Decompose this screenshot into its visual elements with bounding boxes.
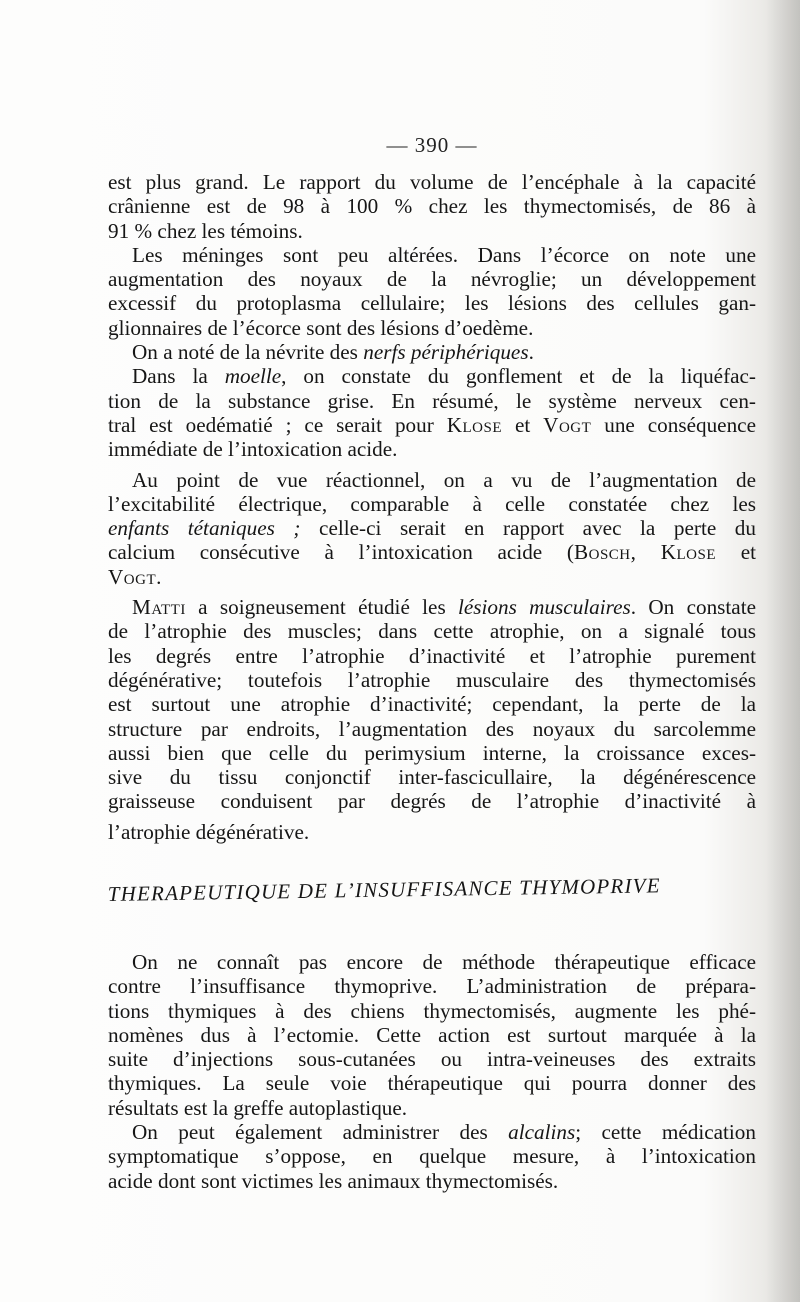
page-edge-shadow xyxy=(766,0,800,1302)
text-line: symptomatique s’oppose, en quelque mesure, à l’intoxication xyxy=(108,1144,756,1169)
text-line xyxy=(108,340,756,364)
text-line: glionnaires de l’écorce sont des lésions d’oedème. xyxy=(108,315,534,340)
author-name: Klose xyxy=(446,412,503,437)
text-line: immédiate de l’intoxication acide. xyxy=(108,437,398,462)
text-line: l’excitabilité électrique, comparable à celle constatée chez les xyxy=(108,491,756,516)
italic-term: nerfs périphériques xyxy=(363,340,529,365)
text-line: crânienne est de 98 à 100 % chez les thymectomisés, de 86 à xyxy=(108,194,756,219)
author-name: Matti xyxy=(132,595,186,620)
italic-term: enfants tétaniques ; xyxy=(108,516,301,541)
author-name: Klose xyxy=(660,540,716,565)
text-line xyxy=(108,1120,756,1144)
text-line: Au point de vue réactionnel, on a vu de l’augmentation de xyxy=(132,467,756,492)
italic-term: moelle xyxy=(224,364,282,389)
author-name: Vogt xyxy=(108,564,157,589)
text-run: ; cette médication xyxy=(575,1120,756,1145)
text-line xyxy=(108,516,756,540)
text-line: nomènes dus à l’ectomie. Cette action est surtout marquée à la xyxy=(108,1022,756,1047)
text-run: a soigneusement étudié les xyxy=(185,595,458,620)
text-run: et xyxy=(502,412,544,437)
text-line: thymiques. La seule voie thérapeutique qui pourra donner des xyxy=(108,1071,756,1096)
author-name: Bosch xyxy=(574,540,631,565)
text-line: augmentation des noyaux de la névroglie; un développement xyxy=(108,267,756,292)
text-run: tral est oedématié ; ce serait pour xyxy=(108,412,447,437)
text-line: est plus grand. Le rapport du volume de l’encéphale à la capacité xyxy=(108,170,756,194)
section-heading: THERAPEUTIQUE DE L’INSUFFISANCE THYMOPRIVE xyxy=(107,873,661,907)
text-line: structure par endroits, l’augmentation des noyaux du sarcolemme xyxy=(108,716,756,741)
text-line: excessif du protoplasma cellulaire; les lésions des cellules gan- xyxy=(108,291,756,316)
text-run: . On constate xyxy=(630,595,756,620)
text-line: On ne connaît pas encore de méthode thérapeutique efficace xyxy=(132,950,756,974)
text-line: dégénérative; toutefois l’atrophie musculaire des thymectomisés xyxy=(108,667,756,692)
italic-term: alcalins xyxy=(508,1120,576,1145)
text-line: suite d’injections sous-cutanées ou intra-veineuses des extraits xyxy=(108,1047,756,1072)
text-line xyxy=(108,565,756,589)
text-run: , xyxy=(630,540,661,565)
text-run: On a noté de la névrite des xyxy=(132,340,364,365)
text-line: graisseuse conduisent par degrés de l’atrophie d’inactivité à xyxy=(108,789,756,814)
text-run: On peut également administrer des xyxy=(132,1120,509,1145)
page-number: — 390 — xyxy=(386,133,478,157)
author-name: Vogt xyxy=(543,412,592,437)
text-line: contre l’insuffisance thymoprive. L’administration de prépara- xyxy=(108,974,756,999)
text-line: aussi bien que celle du perimysium interne, la croissance exces- xyxy=(108,740,756,765)
text-run: , on constate du gonflement et de la liquéfac- xyxy=(281,364,756,389)
text-run: . xyxy=(156,564,162,589)
body-text-therapy xyxy=(108,950,756,1193)
text-line xyxy=(108,364,756,388)
text-line xyxy=(108,595,756,619)
text-line: tion de la substance grise. En résumé, le système nerveux cen- xyxy=(108,388,756,413)
text-line: résultats est la greffe autoplastique. xyxy=(108,1095,408,1120)
text-line: acide dont sont victimes les animaux thymectomisés. xyxy=(108,1168,559,1193)
text-run: . xyxy=(528,340,534,365)
text-line xyxy=(108,413,756,437)
text-line: de l’atrophie des muscles; dans cette atrophie, on a signalé tous xyxy=(108,619,756,644)
text-line: Les méninges sont peu altérées. Dans l’écorce on note une xyxy=(132,242,756,267)
italic-term: lésions musculaires xyxy=(458,595,631,620)
text-line: est surtout une atrophie d’inactivité; cependant, la perte de la xyxy=(108,692,756,717)
text-line: sive du tissu conjonctif inter-fascicullaire, la dégénérescence xyxy=(108,765,756,790)
text-line: tions thymiques à des chiens thymectomisés, augmente les phé- xyxy=(108,998,756,1023)
text-line: 91 % chez les témoins. xyxy=(108,218,303,243)
text-run: celle-ci serait en rapport avec la perte du xyxy=(300,516,756,541)
body-text xyxy=(108,170,756,844)
text-line xyxy=(108,540,756,564)
text-run: et xyxy=(716,540,757,565)
text-line: les degrés entre l’atrophie d’inactivité et l’atrophie purement xyxy=(108,643,756,668)
text-run: une conséquence xyxy=(591,412,756,437)
text-line: l’atrophie dégénérative. xyxy=(108,819,310,844)
text-run: calcium consécutive à l’intoxication acide ( xyxy=(108,540,574,565)
text-run: Dans la xyxy=(132,364,225,389)
